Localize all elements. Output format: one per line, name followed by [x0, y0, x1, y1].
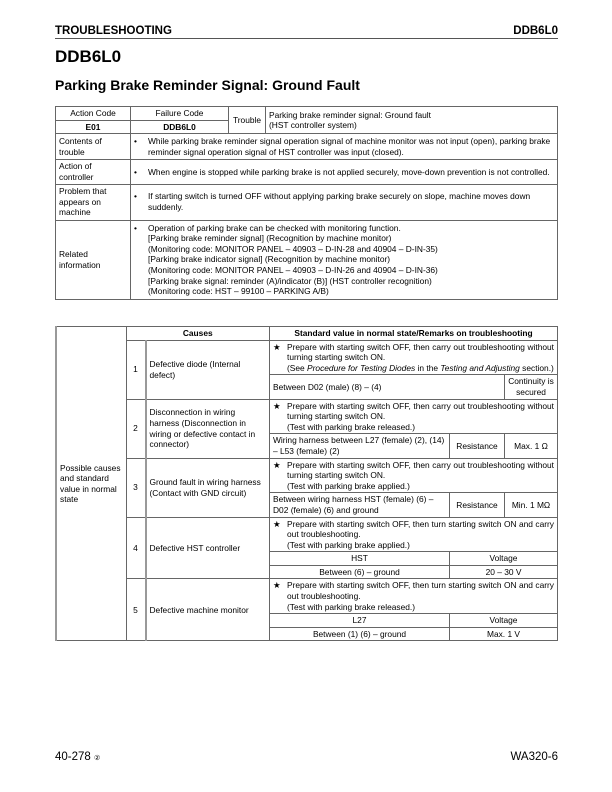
- procedure-condition: (Test with parking brake released.): [287, 421, 416, 432]
- ref-title: Procedure for Testing Diodes: [307, 362, 416, 373]
- standard-value: Continuity is secured: [505, 375, 558, 399]
- measurement-header: Voltage: [450, 552, 558, 566]
- standard-value: Max. 1 V: [450, 627, 558, 641]
- star-icon: ★: [273, 400, 281, 411]
- related-line: Operation of parking brake can be checked with monitoring function.: [148, 222, 401, 233]
- procedure-reference: [287, 363, 554, 374]
- trouble-label: Trouble: [229, 107, 266, 134]
- cause-description: Ground fault in wiring harness (Contact with GND circuit): [146, 458, 270, 517]
- procedure-text: Prepare with starting switch OFF, then carry out troubleshooting without turning starting switch ON.: [287, 341, 554, 363]
- related-line: [Parking brake indicator signal] (Recognition by machine monitor): [148, 254, 391, 265]
- model-number: WA320-6: [510, 751, 558, 763]
- cause-procedure: [270, 579, 558, 614]
- star-icon: ★: [273, 518, 281, 529]
- related-information-label: Related information: [56, 220, 131, 299]
- cause-number: 5: [126, 579, 146, 641]
- action-code-label: Action Code: [56, 107, 131, 121]
- section-title: TROUBLESHOOTING: [55, 25, 172, 37]
- related-information-text: [131, 220, 558, 299]
- cause-procedure: [270, 399, 558, 434]
- procedure-condition: (Test with parking brake applied.): [287, 539, 410, 550]
- contents-of-trouble-label: Contents of trouble: [56, 134, 131, 160]
- ref-text: in the: [415, 362, 441, 373]
- cause-number: 2: [126, 399, 146, 458]
- row-text: When engine is stopped while parking brake is not applied securely, move-down prevention is not controlled.: [148, 166, 550, 177]
- problem-on-machine-text: [131, 184, 558, 220]
- standard-value: Min. 1 MΩ: [505, 493, 558, 517]
- trouble-line-1: Parking brake reminder signal: Ground fault: [269, 109, 431, 120]
- check-point: Wiring harness between L27 (female) (2), (14) – L53 (female) (2): [270, 434, 450, 458]
- ref-text: (See: [287, 362, 308, 373]
- cause-procedure: [270, 340, 558, 375]
- bullet-icon: •: [134, 191, 137, 202]
- failure-summary-table: [55, 106, 558, 300]
- cause-procedure: [270, 458, 558, 493]
- check-item: Resistance: [450, 493, 505, 517]
- star-icon: ★: [273, 341, 281, 352]
- related-line: (Monitoring code: MONITOR PANEL – 40903 – D-IN-28 and 40904 – D-IN-35): [148, 243, 438, 254]
- connector-header: HST: [270, 552, 450, 566]
- related-line: (Monitoring code: MONITOR PANEL – 40903 – D-IN-26 and 40904 – D-IN-36): [148, 264, 438, 275]
- failure-code-label: Failure Code: [131, 107, 229, 121]
- cause-description: Disconnection in wiring harness (Disconnection in wiring or defective contact in connector): [146, 399, 270, 458]
- bullet-icon: •: [134, 166, 137, 177]
- cause-procedure: [270, 517, 558, 552]
- header-code: DDB6L0: [513, 25, 558, 37]
- cause-description: Defective diode (Internal defect): [146, 340, 270, 399]
- ref-section: Testing and Adjusting: [440, 362, 520, 373]
- standard-value: 20 – 30 V: [450, 565, 558, 579]
- procedure-text: Prepare with starting switch OFF, then carry out troubleshooting without turning starting switch ON.: [287, 400, 554, 422]
- procedure-condition: (Test with parking brake released.): [287, 601, 416, 612]
- row-text: While parking brake reminder signal operation signal of machine monitor was not input (open), parking brake reminder signal operation signal of HST controller was input (closed).: [148, 136, 551, 157]
- check-point: Between (1) (6) – ground: [270, 627, 450, 641]
- causes-header: Causes: [126, 327, 270, 341]
- cause-description: Defective machine monitor: [146, 579, 270, 641]
- page-subtitle: Parking Brake Reminder Signal: Ground Fault: [55, 77, 360, 93]
- causes-table: [55, 326, 558, 641]
- standard-value-header: Standard value in normal state/Remarks on troubleshooting: [270, 327, 558, 341]
- star-icon: ★: [273, 580, 281, 591]
- cause-number: 3: [126, 458, 146, 517]
- failure-code-value: DDB6L0: [131, 120, 229, 134]
- ref-text: section.): [519, 362, 554, 373]
- page-number: [55, 751, 100, 763]
- action-code-value: E01: [56, 120, 131, 134]
- trouble-description: [266, 107, 558, 134]
- check-point: Between wiring harness HST (female) (6) – D02 (female) (6) and ground: [270, 493, 450, 517]
- revision-mark: ②: [94, 755, 101, 762]
- procedure-text: Prepare with starting switch OFF, then turn starting switch ON and carry out troubleshooting.: [287, 518, 554, 540]
- problem-on-machine-label: Problem that appears on machine: [56, 184, 131, 220]
- related-line: (Monitoring code: HST – 99100 – PARKING A/B): [148, 286, 329, 297]
- bullet-icon: •: [134, 136, 137, 147]
- trouble-line-2: (HST controller system): [269, 120, 357, 131]
- row-text: If starting switch is turned OFF without applying parking brake securely on slope, machine moves down suddenly.: [148, 191, 531, 213]
- bullet-icon: •: [134, 222, 137, 233]
- related-line: [Parking brake signal: reminder (A)/indicator (B)] (HST controller recognition): [148, 275, 432, 286]
- procedure-text: Prepare with starting switch OFF, then turn starting switch ON and carry out troubleshooting.: [287, 580, 554, 602]
- check-item: Resistance: [450, 434, 505, 458]
- check-point: Between (6) – ground: [270, 565, 450, 579]
- check-point: Between D02 (male) (8) – (4): [270, 375, 505, 399]
- procedure-text: Prepare with starting switch OFF, then carry out troubleshooting without turning starting switch ON.: [287, 459, 554, 481]
- failure-code-title: DDB6L0: [55, 47, 122, 66]
- cause-description: Defective HST controller: [146, 517, 270, 579]
- standard-value: Max. 1 Ω: [505, 434, 558, 458]
- action-of-controller-text: [131, 160, 558, 184]
- procedure-condition: (Test with parking brake applied.): [287, 480, 410, 491]
- measurement-header: Voltage: [450, 614, 558, 628]
- action-of-controller-label: Action of controller: [56, 160, 131, 184]
- related-line: [Parking brake reminder signal] (Recognition by machine monitor): [148, 233, 392, 244]
- star-icon: ★: [273, 459, 281, 470]
- contents-of-trouble-text: [131, 134, 558, 160]
- page-header: [55, 24, 558, 39]
- possible-causes-label: Possible causes and standard value in normal state: [56, 327, 126, 641]
- connector-header: L27: [270, 614, 450, 628]
- cause-number: 1: [126, 340, 146, 399]
- cause-number: 4: [126, 517, 146, 579]
- page-number-text: 40-278: [55, 751, 91, 763]
